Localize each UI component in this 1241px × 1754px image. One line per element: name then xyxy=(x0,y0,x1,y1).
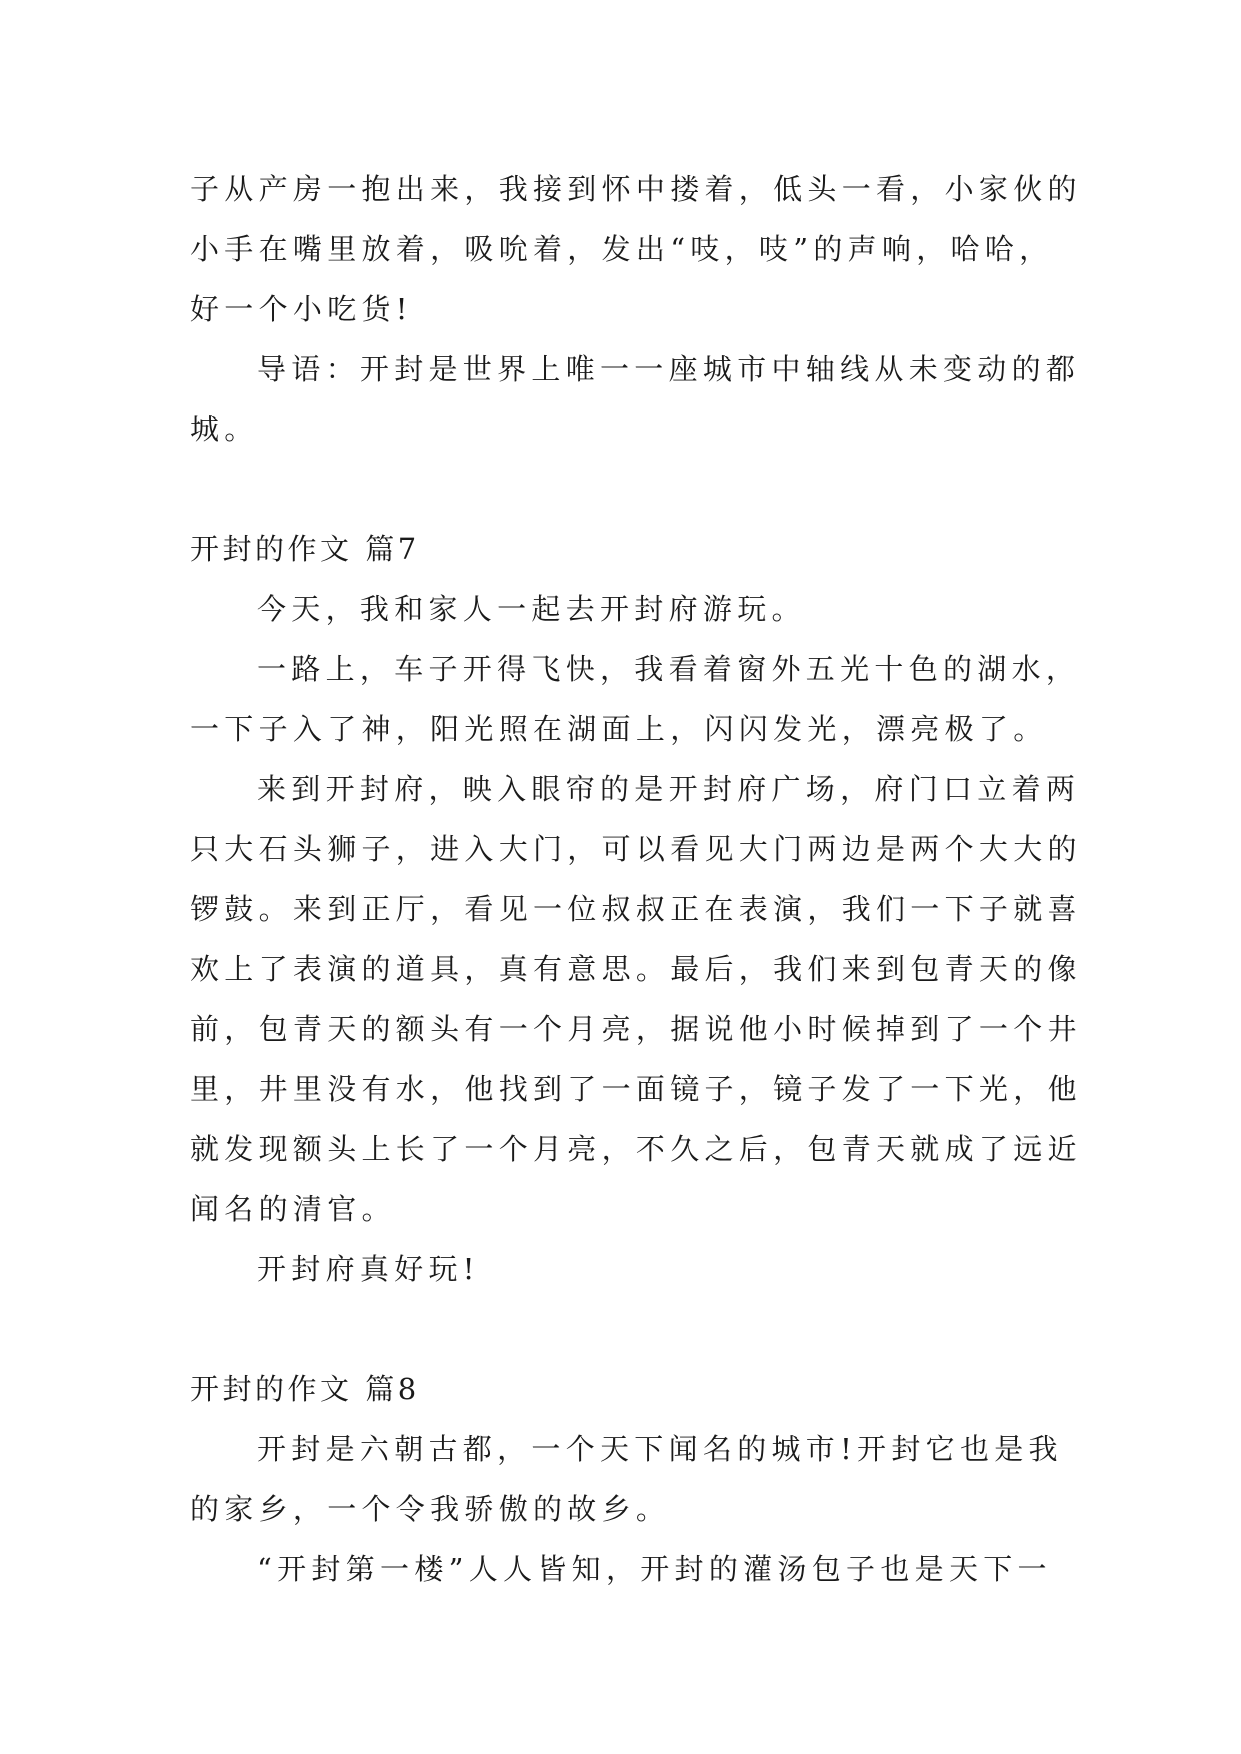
section-heading: 开封的作文 篇8 xyxy=(190,1372,420,1406)
text-line: 只大石头狮子，进入大门，可以看见大门两边是两个大大的 xyxy=(190,832,1082,866)
text-line: 子从产房一抱出来，我接到怀中搂着，低头一看，小家伙的 xyxy=(190,172,1082,206)
paragraph-start: 一路上，车子开得飞快，我看着窗外五光十色的湖水， xyxy=(257,652,1081,686)
text-line: 欢上了表演的道具，真有意思。最后，我们来到包青天的像 xyxy=(190,952,1082,986)
text-line: 就发现额头上长了一个月亮，不久之后，包青天就成了远近 xyxy=(190,1132,1082,1166)
text-line: 城。 xyxy=(190,412,259,446)
text-line: 的家乡，一个令我骄傲的故乡。 xyxy=(190,1492,671,1526)
paragraph-start: 开封是六朝古都，一个天下闻名的城市!开封它也是我 xyxy=(257,1432,1063,1466)
text-line: 一下子入了神，阳光照在湖面上，闪闪发光，漂亮极了。 xyxy=(190,712,1048,746)
text-line: 好一个小吃货! xyxy=(190,292,413,326)
text-line: 闻名的清官。 xyxy=(190,1192,396,1226)
paragraph-start: 开封府真好玩! xyxy=(257,1252,480,1286)
paragraph-start: 来到开封府，映入眼帘的是开封府广场，府门口立着两 xyxy=(257,772,1081,806)
spacer xyxy=(190,1299,1056,1359)
paragraph-intro: 导语：开封是世界上唯一一座城市中轴线从未变动的都 xyxy=(257,352,1081,386)
paragraph-start: “开封第一楼”人人皆知，开封的灌汤包子也是天下一 xyxy=(257,1552,1052,1586)
text-line: 小手在嘴里放着，吸吮着，发出“吱，吱”的声响，哈哈， xyxy=(190,232,1054,266)
section-heading: 开封的作文 篇7 xyxy=(190,532,420,566)
document-page xyxy=(190,159,1082,1599)
paragraph-start: 今天，我和家人一起去开封府游玩。 xyxy=(257,592,806,626)
text-line: 锣鼓。来到正厅，看见一位叔叔正在表演，我们一下子就喜 xyxy=(190,892,1082,926)
text-line: 前，包青天的额头有一个月亮，据说他小时候掉到了一个井 xyxy=(190,1012,1082,1046)
spacer xyxy=(190,459,1056,519)
text-line: 里，井里没有水，他找到了一面镜子，镜子发了一下光，他 xyxy=(190,1072,1082,1106)
